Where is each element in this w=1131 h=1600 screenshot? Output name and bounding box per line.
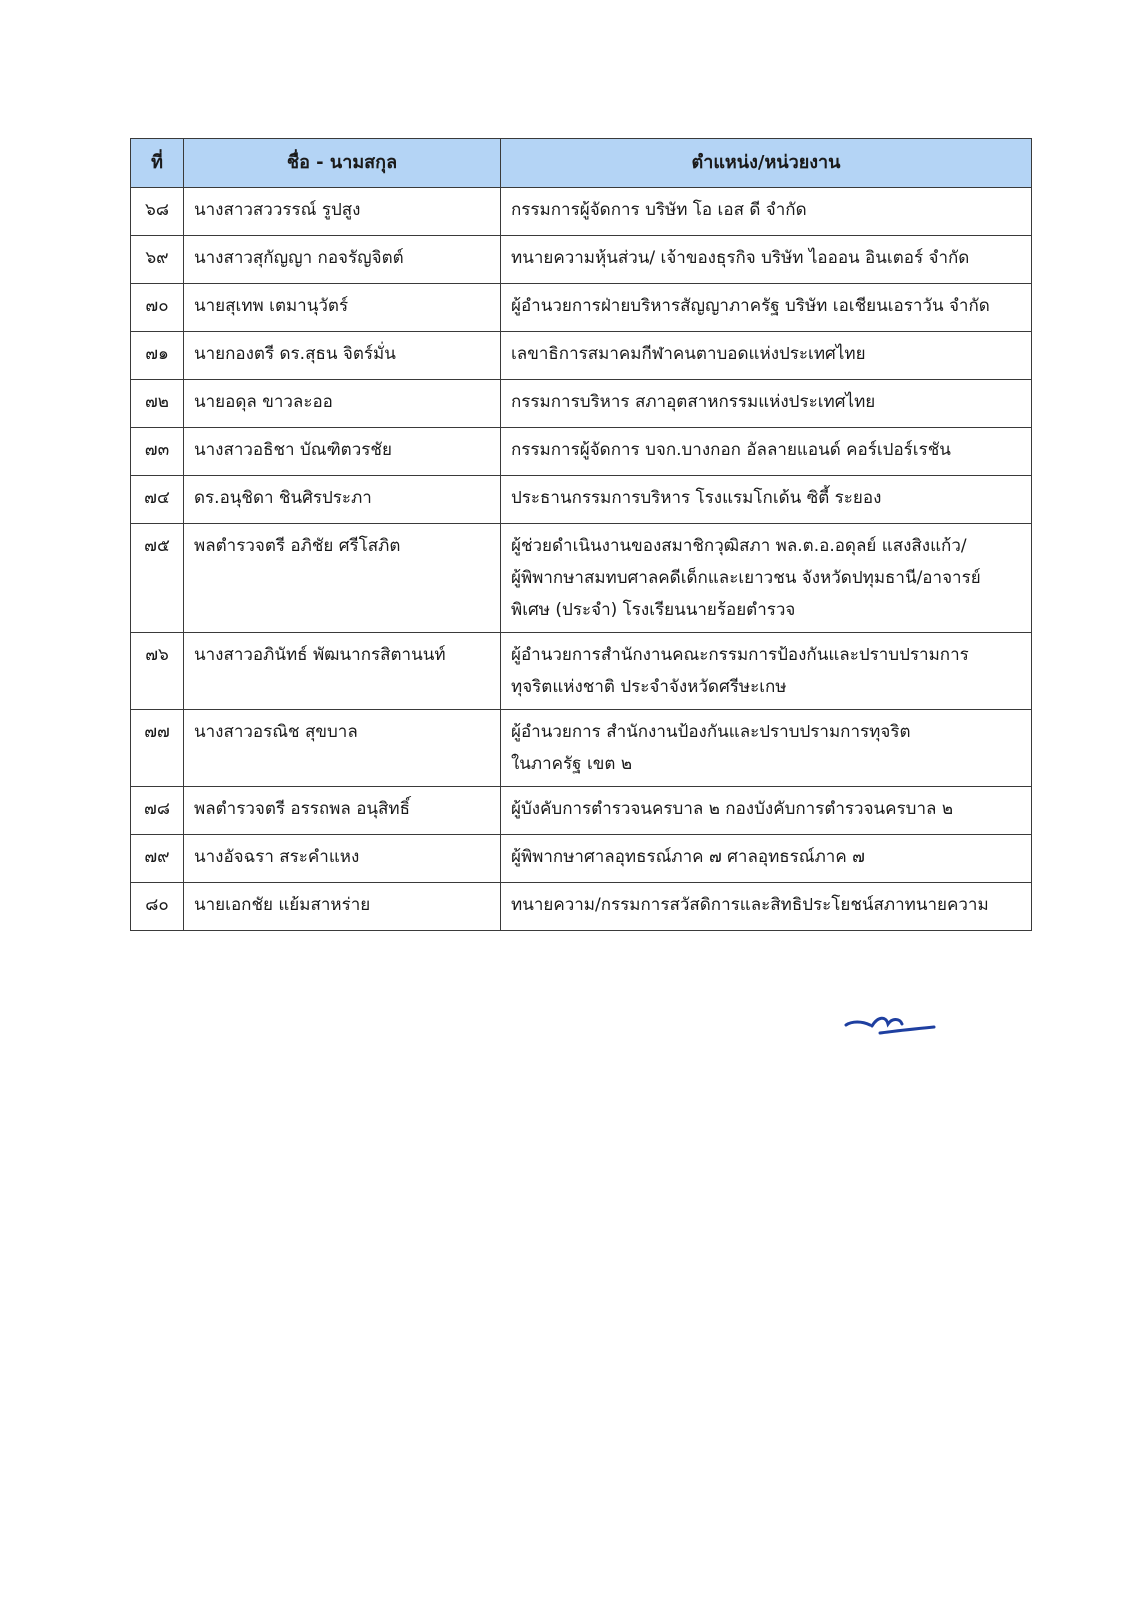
table-row bbox=[131, 380, 1032, 428]
row-number: ๗๖ bbox=[131, 633, 184, 710]
row-name: นางสาวสุกัญญา กอจรัญจิตต์ bbox=[184, 236, 501, 284]
row-name: นางสาวสววรรณ์ รูปสูง bbox=[184, 188, 501, 236]
row-name: นางสาวอรณิช สุขบาล bbox=[184, 710, 501, 787]
row-number: ๗๓ bbox=[131, 428, 184, 476]
table-row bbox=[131, 332, 1032, 380]
row-name: นางสาวอภินัทธ์ พัฒนากรสิตานนท์ bbox=[184, 633, 501, 710]
row-name: ดร.อนุชิดา ชินศิรประภา bbox=[184, 476, 501, 524]
row-position: ทนายความ/กรรมการสวัสดิการและสิทธิประโยชน์สภาทนายความ bbox=[501, 883, 1032, 931]
row-position: ผู้อำนวยการฝ่ายบริหารสัญญาภาครัฐ บริษัท เอเชียนเอราวัน จำกัด bbox=[501, 284, 1032, 332]
row-position: กรรมการบริหาร สภาอุตสาหกรรมแห่งประเทศไทย bbox=[501, 380, 1032, 428]
row-number: ๗๑ bbox=[131, 332, 184, 380]
header-no: ที่ bbox=[131, 139, 184, 188]
row-number: ๗๐ bbox=[131, 284, 184, 332]
row-name: นายเอกชัย แย้มสาหร่าย bbox=[184, 883, 501, 931]
row-name: นายอดุล ขาวละออ bbox=[184, 380, 501, 428]
row-number: ๖๘ bbox=[131, 188, 184, 236]
row-number: ๗๔ bbox=[131, 476, 184, 524]
members-table bbox=[130, 138, 1032, 931]
row-name: นางอัจฉรา สระคำแหง bbox=[184, 835, 501, 883]
table-row bbox=[131, 284, 1032, 332]
table-row bbox=[131, 883, 1032, 931]
row-position: กรรมการผู้จัดการ บริษัท โอ เอส ดี จำกัด bbox=[501, 188, 1032, 236]
table-body bbox=[131, 188, 1032, 931]
row-position: กรรมการผู้จัดการ บจก.บางกอก อัลลายแอนด์ คอร์เปอร์เรชัน bbox=[501, 428, 1032, 476]
table-row bbox=[131, 710, 1032, 787]
row-name: นางสาวอธิชา บัณฑิตวรชัย bbox=[184, 428, 501, 476]
row-name: พลตำรวจตรี อภิชัย ศรีโสภิต bbox=[184, 524, 501, 633]
row-number: ๘๐ bbox=[131, 883, 184, 931]
row-name: นายกองตรี ดร.สุธน จิตร์มั่น bbox=[184, 332, 501, 380]
row-number: ๖๙ bbox=[131, 236, 184, 284]
row-position: ผู้อำนวยการสำนักงานคณะกรรมการป้องกันและปราบปรามการ ทุจริตแห่งชาติ ประจำจังหวัดศรีษะเกษ bbox=[501, 633, 1032, 710]
table-row bbox=[131, 787, 1032, 835]
table-row bbox=[131, 188, 1032, 236]
row-position: ผู้ช่วยดำเนินงานของสมาชิกวุฒิสภา พล.ต.อ.อดุลย์ แสงสิงแก้ว/ ผู้พิพากษาสมทบศาลคดีเด็กและเยาวชน จังหวัดปทุมธานี/อาจารย์ พิเศษ (ประจำ) โรงเรียนนายร้อยตำรวจ bbox=[501, 524, 1032, 633]
row-number: ๗๙ bbox=[131, 835, 184, 883]
table-row bbox=[131, 236, 1032, 284]
row-position: ประธานกรรมการบริหาร โรงแรมโกเด้น ซิตี้ ระยอง bbox=[501, 476, 1032, 524]
row-number: ๗๘ bbox=[131, 787, 184, 835]
row-position: ผู้พิพากษาศาลอุทธรณ์ภาค ๗ ศาลอุทธรณ์ภาค ๗ bbox=[501, 835, 1032, 883]
row-number: ๗๕ bbox=[131, 524, 184, 633]
row-number: ๗๒ bbox=[131, 380, 184, 428]
table-row bbox=[131, 633, 1032, 710]
header-position: ตำแหน่ง/หน่วยงาน bbox=[501, 139, 1032, 188]
table-row bbox=[131, 428, 1032, 476]
row-name: นายสุเทพ เตมานุวัตร์ bbox=[184, 284, 501, 332]
header-name: ชื่อ - นามสกุล bbox=[184, 139, 501, 188]
row-number: ๗๗ bbox=[131, 710, 184, 787]
table-header-row bbox=[131, 139, 1032, 188]
table-row bbox=[131, 835, 1032, 883]
row-name: พลตำรวจตรี อรรถพล อนุสิทธิ์ bbox=[184, 787, 501, 835]
table-row bbox=[131, 524, 1032, 633]
row-position: เลขาธิการสมาคมกีฬาคนตาบอดแห่งประเทศไทย bbox=[501, 332, 1032, 380]
row-position: ทนายความหุ้นส่วน/ เจ้าของธุรกิจ บริษัท ไอออน อินเตอร์ จำกัด bbox=[501, 236, 1032, 284]
row-position: ผู้บังคับการตำรวจนครบาล ๒ กองบังคับการตำรวจนครบาล ๒ bbox=[501, 787, 1032, 835]
row-position: ผู้อำนวยการ สำนักงานป้องกันและปราบปรามการทุจริต ในภาครัฐ เขต ๒ bbox=[501, 710, 1032, 787]
table-row bbox=[131, 476, 1032, 524]
signature-mark bbox=[842, 1012, 938, 1038]
